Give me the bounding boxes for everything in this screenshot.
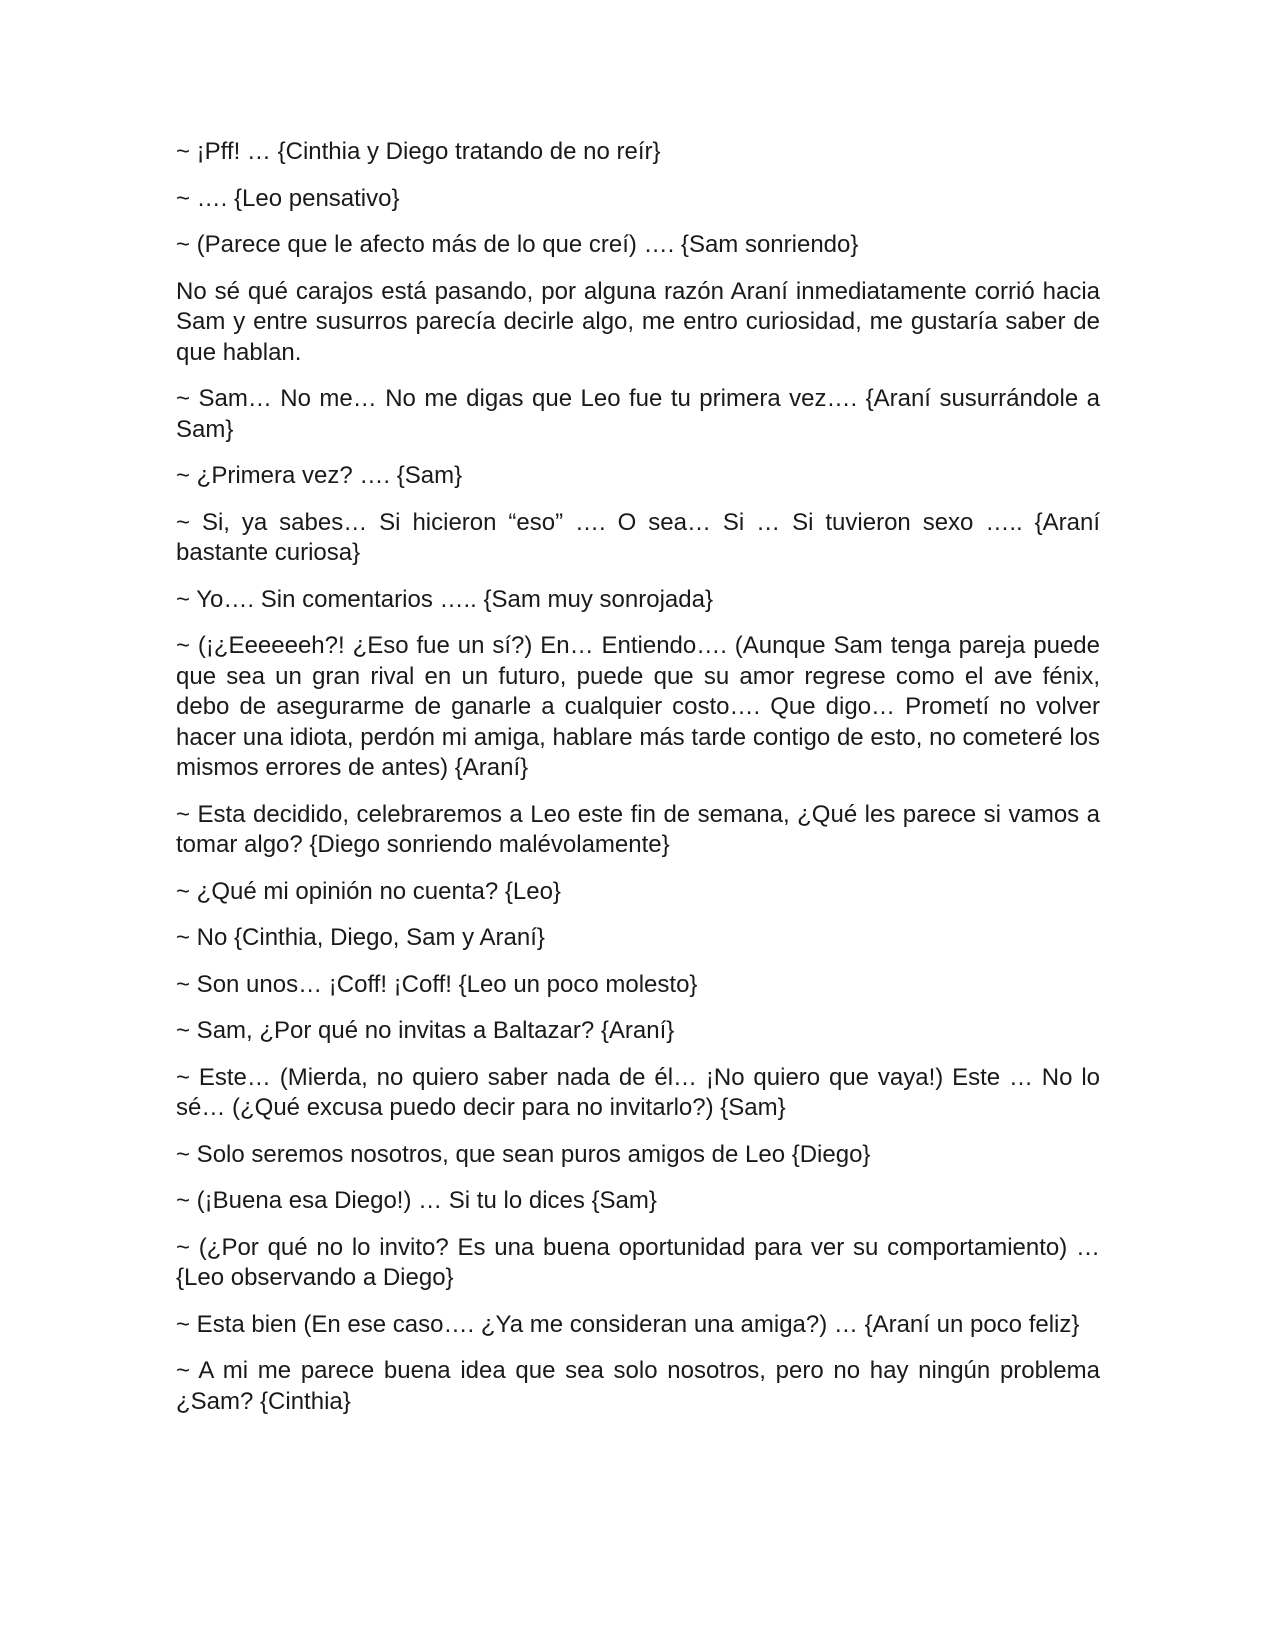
- dialogue-line: ~ ¿Primera vez? …. {Sam}: [176, 462, 463, 489]
- document-page: [176, 137, 1100, 1433]
- dialogue-line: ~ (¿Por qué no lo invito? Es una buena oportunidad para ver su comportamiento) … {Leo observando a Diego}: [176, 1233, 1100, 1291]
- dialogue-line: ~ No {Cinthia, Diego, Sam y Araní}: [176, 924, 545, 951]
- dialogue-line: ~ Esta bien (En ese caso…. ¿Ya me consideran una amiga?) … {Araní un poco feliz}: [176, 1310, 1080, 1338]
- dialogue-line: ~ Yo…. Sin comentarios ….. {Sam muy sonrojada}: [176, 585, 713, 613]
- dialogue-line: ~ (¡¿Eeeeeeh?! ¿Eso fue un sí?) En… Entiendo…. (Aunque Sam tenga pareja puede que sea un gran rival en un futuro, puede que su amor regrese como el ave fénix, debo de asegurarme de ganarle a cualquier costo…. Que digo… Prometí no volver hacer una idiota, perdón mi amiga, hablare más tarde contigo de esto, no cometeré los mismos errores de antes) {Araní}: [176, 632, 1100, 781]
- dialogue-line: ~ (¡Buena esa Diego!) … Si tu lo dices {Sam}: [176, 1187, 657, 1214]
- dialogue-line: ~ Si, ya sabes… Si hicieron “eso” …. O sea… Si … Si tuvieron sexo ….. {Araní bastante curiosa}: [176, 508, 1100, 566]
- dialogue-line: ~ Sam… No me… No me digas que Leo fue tu primera vez…. {Araní susurrándole a Sam}: [176, 385, 1100, 443]
- dialogue-line: ~ Este… (Mierda, no quiero saber nada de él… ¡No quiero que vaya!) Este … No lo sé… (¿Qué excusa puedo decir para no invitarlo?) {Sam}: [176, 1063, 1100, 1121]
- dialogue-line: ~ ¿Qué mi opinión no cuenta? {Leo}: [176, 877, 561, 905]
- dialogue-line: ~ (Parece que le afecto más de lo que creí) …. {Sam sonriendo}: [176, 231, 859, 258]
- dialogue-line: ~ Esta decidido, celebraremos a Leo este fin de semana, ¿Qué les parece si vamos a tomar algo? {Diego sonriendo malévolamente}: [176, 800, 1100, 858]
- dialogue-line: ~ Sam, ¿Por qué no invitas a Baltazar? {Araní}: [176, 1017, 675, 1044]
- dialogue-line: ~ ¡Pff! … {Cinthia y Diego tratando de no reír}: [176, 138, 661, 165]
- dialogue-line: ~ A mi me parece buena idea que sea solo nosotros, pero no hay ningún problema ¿Sam? {Cinthia}: [176, 1357, 1100, 1415]
- narration-paragraph: No sé qué carajos está pasando, por alguna razón Araní inmediatamente corrió hacia Sam y entre susurros parecía decirle algo, me entro curiosidad, me gustaría saber de que hablan.: [176, 277, 1100, 366]
- dialogue-line: ~ Son unos… ¡Coff! ¡Coff! {Leo un poco molesto}: [176, 970, 698, 998]
- dialogue-line: ~ Solo seremos nosotros, que sean puros amigos de Leo {Diego}: [176, 1140, 871, 1168]
- dialogue-line: ~ …. {Leo pensativo}: [176, 184, 400, 212]
